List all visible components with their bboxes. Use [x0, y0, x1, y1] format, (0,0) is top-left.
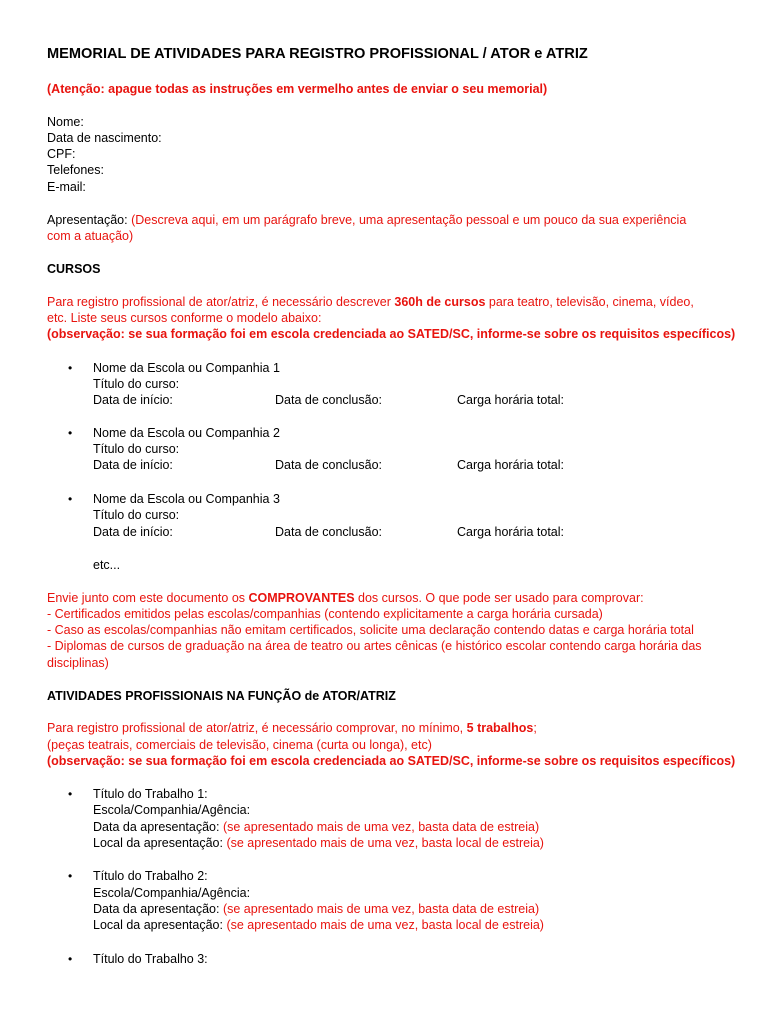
course-start-field: Data de início: [93, 525, 173, 539]
course-title-field: Título do curso: [93, 508, 180, 522]
work-date-line: Data da apresentação: (se apresentado mais de uma vez, basta data de estreia) [93, 820, 540, 834]
bullet-icon: • [68, 952, 73, 966]
proof-item-cont: disciplinas) [47, 656, 109, 670]
bullet-icon: • [68, 361, 73, 375]
work-title-field: Título do Trabalho 1: [93, 787, 208, 801]
course-title-field: Título do curso: [93, 442, 180, 456]
proof-item: - Caso as escolas/companhias não emitam certificados, solicite uma declaração contendo datas e carga horária total [47, 623, 694, 637]
course-hours-field: Carga horária total: [457, 393, 565, 407]
course-school-name: Nome da Escola ou Companhia 2 [93, 426, 280, 440]
cursos-intro-cont: etc. Liste seus cursos conforme o modelo abaixo: [47, 311, 322, 325]
cursos-intro: Para registro profissional de ator/atriz, é necessário descrever 360h de cursos para teatro, televisão, cinema, vídeo, [47, 295, 694, 309]
work-title-field: Título do Trabalho 3: [93, 952, 208, 966]
cursos-hours-requirement: 360h de cursos [394, 295, 486, 309]
field-data-nascimento: Data de nascimento: [47, 131, 162, 145]
field-telefones: Telefones: [47, 163, 104, 177]
atividades-observation: (observação: se sua formação foi em escola credenciada ao SATED/SC, informe-se sobre os requisitos específicos) [47, 754, 736, 768]
work-company-field: Escola/Companhia/Agência: [93, 886, 251, 900]
field-nome: Nome: [47, 115, 84, 129]
course-end-field: Data de conclusão: [275, 525, 383, 539]
proof-intro: Envie junto com este documento os COMPROVANTES dos cursos. O que pode ser usado para comprovar: [47, 591, 644, 605]
work-date-note: (se apresentado mais de uma vez, basta data de estreia) [222, 820, 540, 834]
work-company-field: Escola/Companhia/Agência: [93, 803, 251, 817]
field-cpf: CPF: [47, 147, 76, 161]
cursos-heading: CURSOS [47, 262, 101, 276]
course-school-name: Nome da Escola ou Companhia 3 [93, 492, 280, 506]
presentation-label: Apresentação: [47, 213, 132, 227]
work-title-field: Título do Trabalho 2: [93, 869, 208, 883]
proof-item: - Diplomas de cursos de graduação na área de teatro ou artes cênicas (e histórico escolar contendo carga horária das [47, 639, 702, 653]
work-place-note: (se apresentado mais de uma vez, basta local de estreia) [226, 918, 544, 932]
cursos-observation: (observação: se sua formação foi em escola credenciada ao SATED/SC, informe-se sobre os requisitos específicos) [47, 327, 736, 341]
atividades-intro-cont: (peças teatrais, comerciais de televisão, cinema (curta ou longa), etc) [47, 738, 432, 752]
work-date-line: Data da apresentação: (se apresentado mais de uma vez, basta data de estreia) [93, 902, 540, 916]
document-title: MEMORIAL DE ATIVIDADES PARA REGISTRO PROFISSIONAL / ATOR e ATRIZ [47, 46, 588, 62]
proof-comprovantes: COMPROVANTES [248, 591, 355, 605]
course-hours-field: Carga horária total: [457, 458, 565, 472]
bullet-icon: • [68, 426, 73, 440]
presentation-line [47, 212, 686, 228]
bullet-icon: • [68, 869, 73, 883]
presentation-instruction: (Descreva aqui, em um parágrafo breve, uma apresentação pessoal e um pouco da sua experiência [131, 213, 687, 227]
atividades-heading: ATIVIDADES PROFISSIONAIS NA FUNÇÃO de ATOR/ATRIZ [47, 689, 396, 703]
bullet-icon: • [68, 787, 73, 801]
proof-item: - Certificados emitidos pelas escolas/companhias (contendo explicitamente a carga horária cursada) [47, 607, 603, 621]
work-date-note: (se apresentado mais de uma vez, basta data de estreia) [222, 902, 540, 916]
presentation-instruction-cont: com a atuação) [47, 229, 134, 243]
course-end-field: Data de conclusão: [275, 393, 383, 407]
course-school-name: Nome da Escola ou Companhia 1 [93, 361, 280, 375]
course-end-field: Data de conclusão: [275, 458, 383, 472]
courses-etc: etc... [93, 558, 121, 572]
course-title-field: Título do curso: [93, 377, 180, 391]
attention-note: (Atenção: apague todas as instruções em vermelho antes de enviar o seu memorial) [47, 82, 548, 96]
atividades-requirement: 5 trabalhos [466, 721, 534, 735]
work-place-note: (se apresentado mais de uma vez, basta local de estreia) [226, 836, 544, 850]
work-place-line: Local da apresentação: (se apresentado mais de uma vez, basta local de estreia) [93, 836, 544, 850]
work-place-line: Local da apresentação: (se apresentado mais de uma vez, basta local de estreia) [93, 918, 544, 932]
atividades-intro: Para registro profissional de ator/atriz, é necessário comprovar, no mínimo, 5 trabalhos; [47, 721, 537, 735]
bullet-icon: • [68, 492, 73, 506]
course-start-field: Data de início: [93, 458, 173, 472]
course-start-field: Data de início: [93, 393, 173, 407]
field-email: E-mail: [47, 180, 86, 194]
course-hours-field: Carga horária total: [457, 525, 565, 539]
